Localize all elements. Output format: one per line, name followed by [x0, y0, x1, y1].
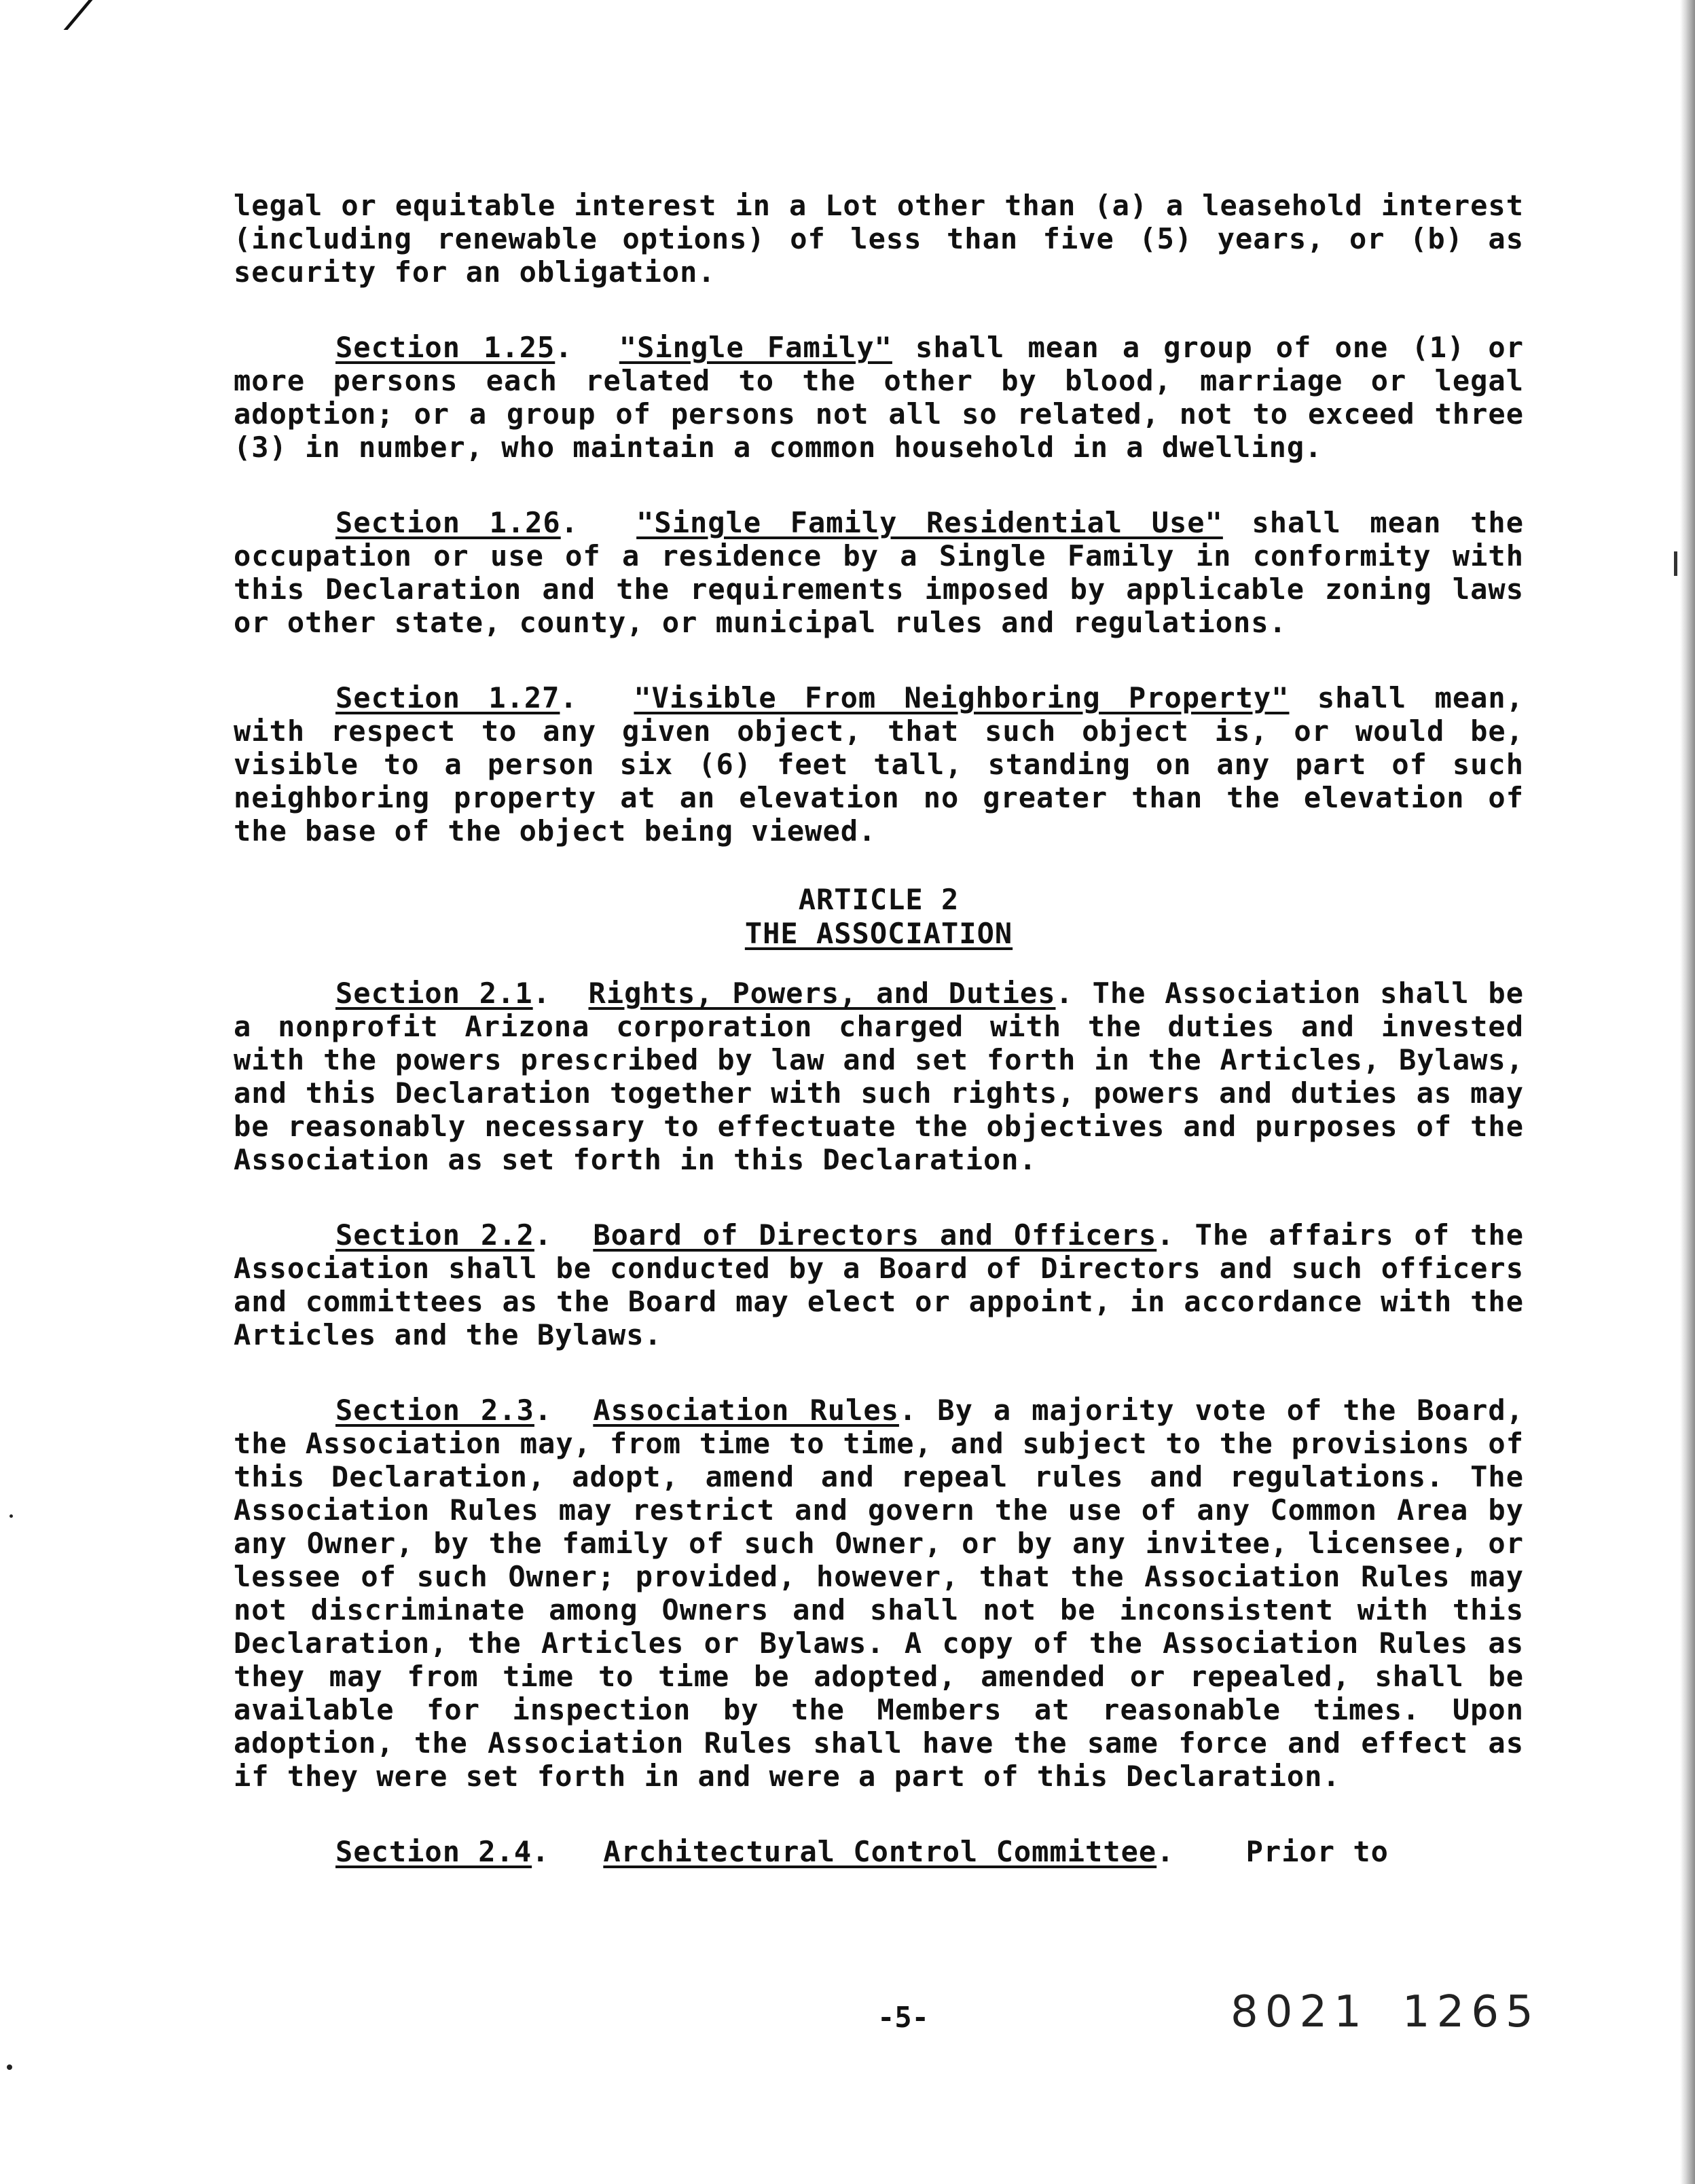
- section-label: Section 2.4: [335, 1835, 532, 1868]
- section-2-3: Section 2.3. Association Rules. By a majority vote of the Board, the Association may, from time to time, and subject to the provisions of this Declaration, adopt, amend and repeal rules and regulations. The Association Rules may restrict and govern the use of any Common Area by any Owner, by the family of such Owner, or by any invitee, licensee, or lessee of such Owner; provided, however, that the Association Rules may not discriminate among Owners and shall not be inconsistent with this Declaration, the Articles or Bylaws. A copy of the Association Rules as they may from time to time be adopted, amended or repealed, shall be available for inspection by the Members at reasonable times. Upon adoption, the Association Rules shall have the same force and effect as if they were set forth in and were a part of this Declaration.: [234, 1394, 1524, 1793]
- book-number: 8021: [1231, 1987, 1368, 2037]
- section-text: The Association shall be a nonprofit Arizona corporation charged with the duties and invested with the powers prescribed by law and set forth in the Articles, Bylaws, and this Declaration together with such rights, powers and duties as may be reasonably necessary to effectuate the objectives and purposes of the Association as set forth in this Declaration.: [234, 977, 1524, 1176]
- section-label: Section 2.2: [335, 1218, 534, 1252]
- section-text: Prior to: [1228, 1835, 1389, 1868]
- section-title: Rights, Powers, and Duties: [588, 977, 1056, 1010]
- section-1-27: Section 1.27. "Visible From Neighboring Property" shall mean, with respect to any given object, that such object is, or would be, visible to a person six (6) feet tall, standing on any part of such neighboring property at an elevation no greater than the elevation of the base of the object being viewed.: [234, 681, 1524, 848]
- scan-right-edge: [1680, 0, 1695, 2184]
- paragraph-continuation: [234, 189, 1524, 289]
- section-title: Architectural Control Committee: [603, 1835, 1157, 1868]
- section-text: The affairs of the Association shall be conducted by a Board of Directors and such officers and committees as the Board may elect or appoint, in accordance with the Articles and the Bylaws.: [234, 1218, 1525, 1351]
- section-text: shall mean a group of one (1) or more persons each related to the other by blood, marriage or legal adoption; or a group of persons not all so related, not to exceed three (3) in number, who maintain a common household in a dwelling.: [234, 331, 1524, 464]
- section-title: Association Rules: [593, 1394, 899, 1427]
- recording-reference: [1231, 1987, 1540, 2037]
- section-1-26: Section 1.26. "Single Family Residential Use" shall mean the occupation or use of a residence by a Single Family in conformity with this Declaration and the requirements imposed by applicable zoning laws or other state, county, or municipal rules and regulations.: [234, 506, 1524, 639]
- section-label: Section 1.27: [335, 681, 560, 714]
- article-number: ARTICLE 2: [798, 883, 960, 916]
- defined-term: "Visible From Neighboring Property": [634, 681, 1290, 714]
- record-page-number: 1265: [1402, 1987, 1540, 2037]
- scan-edge-mark: [1674, 551, 1677, 576]
- section-2-1: Section 2.1. Rights, Powers, and Duties. The Association shall be a nonprofit Arizona corporation charged with the duties and invested with the powers prescribed by law and set forth in the Articles, Bylaws, and this Declaration together with such rights, powers and duties as may be reasonably necessary to effectuate the objectives and purposes of the Association as set forth in this Declaration.: [234, 977, 1524, 1176]
- article-title: THE ASSOCIATION: [744, 917, 1013, 950]
- section-2-2: Section 2.2. Board of Directors and Officers. The affairs of the Association shall be conducted by a Board of Directors and such officers and committees as the Board may elect or appoint, in accordance with the Articles and the Bylaws.: [234, 1218, 1525, 1351]
- section-text: shall mean, with respect to any given object, that such object is, or would be, visible to a person six (6) feet tall, standing on any part of such neighboring property at an elevation no greater than the elevation of the base of the object being viewed.: [234, 681, 1524, 848]
- paragraph-text: legal or equitable interest in a Lot other than (a) a leasehold interest (including renewable options) of less than five (5) years, or (b) as security for an obligation.: [234, 189, 1524, 289]
- section-label: Section 1.26: [335, 506, 561, 539]
- defined-term: "Single Family Residential Use": [636, 506, 1223, 539]
- section-2-4: Section 2.4. Architectural Control Committee. Prior to: [335, 1835, 1389, 1868]
- section-text: shall mean the occupation or use of a residence by a Single Family in conformity with this Declaration and the requirements imposed by applicable zoning laws or other state, county, or municipal rules and regulations.: [234, 506, 1524, 639]
- section-1-25: Section 1.25. "Single Family" shall mean a group of one (1) or more persons each related to the other by blood, marriage or legal adoption; or a group of persons not all so related, not to exceed three (3) in number, who maintain a common household in a dwelling.: [234, 331, 1524, 464]
- document-body: [234, 189, 1524, 1910]
- section-label: Section 2.3: [335, 1394, 534, 1427]
- scan-speck: [10, 1514, 13, 1518]
- section-label: Section 2.1: [335, 977, 533, 1010]
- corner-scan-mark: [64, 0, 134, 30]
- section-title: Board of Directors and Officers: [593, 1218, 1157, 1252]
- article-heading: [234, 883, 1524, 951]
- section-text: By a majority vote of the Board, the Association may, from time to time, and subject to the provisions of this Declaration, adopt, amend and repeal rules and regulations. The Association Rules may restrict and govern the use of any Common Area by any Owner, by the family of such Owner, or by any invitee, licensee, or lessee of such Owner; provided, however, that the Association Rules may not discriminate among Owners and shall not be inconsistent with this Declaration, the Articles or Bylaws. A copy of the Association Rules as they may from time to time be adopted, amended or repealed, shall be available for inspection by the Members at reasonable times. Upon adoption, the Association Rules shall have the same force and effect as if they were set forth in and were a part of this Declaration.: [234, 1394, 1524, 1793]
- section-label: Section 1.25: [335, 331, 555, 364]
- scan-speck: [7, 2064, 12, 2070]
- page-number: -5-: [877, 2001, 929, 2034]
- defined-term: "Single Family": [619, 331, 892, 364]
